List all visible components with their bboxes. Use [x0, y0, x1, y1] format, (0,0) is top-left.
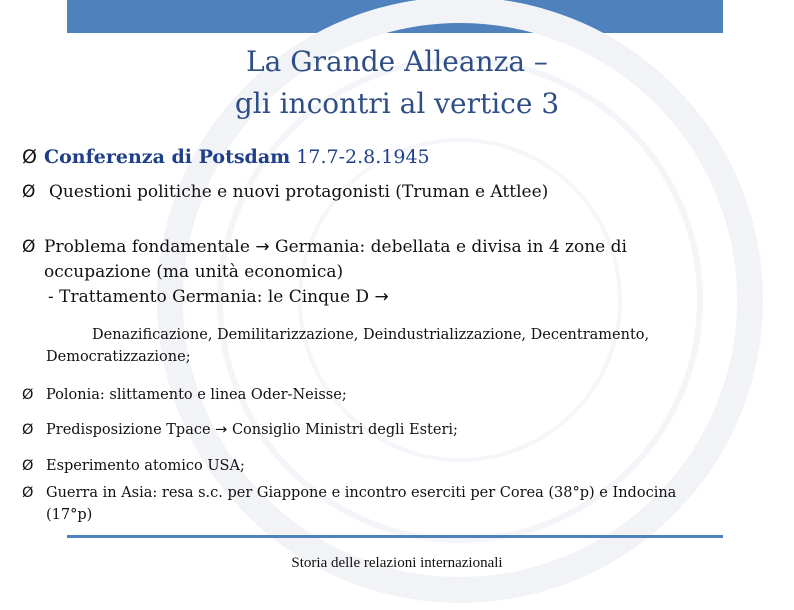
bullet-polonia	[22, 385, 764, 405]
arrow-icon: →	[374, 287, 389, 307]
slide-title-line2: gli incontri al vertice 3	[234, 87, 560, 120]
bullet-arrow-icon: Ø	[22, 182, 36, 202]
bullet-arrow-icon: Ø	[22, 237, 36, 257]
header-bar	[67, 0, 723, 33]
predisposizione-text-a: Predisposizione Tpace	[46, 422, 211, 438]
cinque-d-list: Denazificazione, Demilitarizzazione, Deindustrializzazione, Decentramento,	[92, 327, 650, 343]
bullet-potsdam	[22, 144, 764, 170]
arrow-icon: →	[215, 422, 228, 438]
bullet-questioni	[22, 180, 764, 204]
slide-title-line1: La Grande Alleanza –	[246, 45, 548, 78]
footer-text: Storia delle relazioni internazionali	[291, 555, 503, 571]
guerra-asia-line2: (17°p)	[46, 507, 93, 523]
problema-line3: - Trattamento Germania: le Cinque D	[48, 287, 375, 307]
bullet-problema	[22, 235, 764, 310]
problema-line2: occupazione (ma unità economica)	[44, 262, 344, 282]
arrow-icon: →	[255, 237, 270, 257]
footer-rule	[67, 535, 723, 538]
potsdam-dates: 17.7-2.8.1945	[296, 146, 430, 168]
questioni-text: Questioni politiche e nuovi protagonisti (Truman e Attlee)	[49, 182, 549, 202]
problema-text-b: Germania: debellata e divisa in 4 zone di	[275, 237, 627, 257]
bullet-arrow-icon: Ø	[22, 387, 34, 403]
bullet-guerra-asia	[22, 482, 764, 526]
guerra-asia-line1: Guerra in Asia: resa s.c. per Giappone e incontro eserciti per Corea (38°p) e Indocina	[46, 485, 677, 501]
potsdam-heading: Conferenza di Potsdam	[44, 146, 291, 168]
cinque-d-list-cont: Democratizzazione;	[46, 349, 191, 365]
bullet-esperimento	[22, 456, 764, 476]
predisposizione-text-b: Consiglio Ministri degli Esteri;	[231, 422, 458, 438]
polonia-text: Polonia: slittamento e linea Oder-Neisse;	[46, 387, 347, 403]
bullet-arrow-icon: Ø	[22, 458, 34, 474]
problema-text-a: Problema fondamentale	[44, 237, 256, 257]
bullet-arrow-icon: Ø	[22, 422, 34, 438]
bullet-arrow-icon: Ø	[22, 146, 37, 168]
esperimento-text: Esperimento atomico USA;	[46, 458, 245, 474]
bullet-arrow-icon: Ø	[22, 485, 34, 501]
bullet-predisposizione	[22, 420, 764, 440]
